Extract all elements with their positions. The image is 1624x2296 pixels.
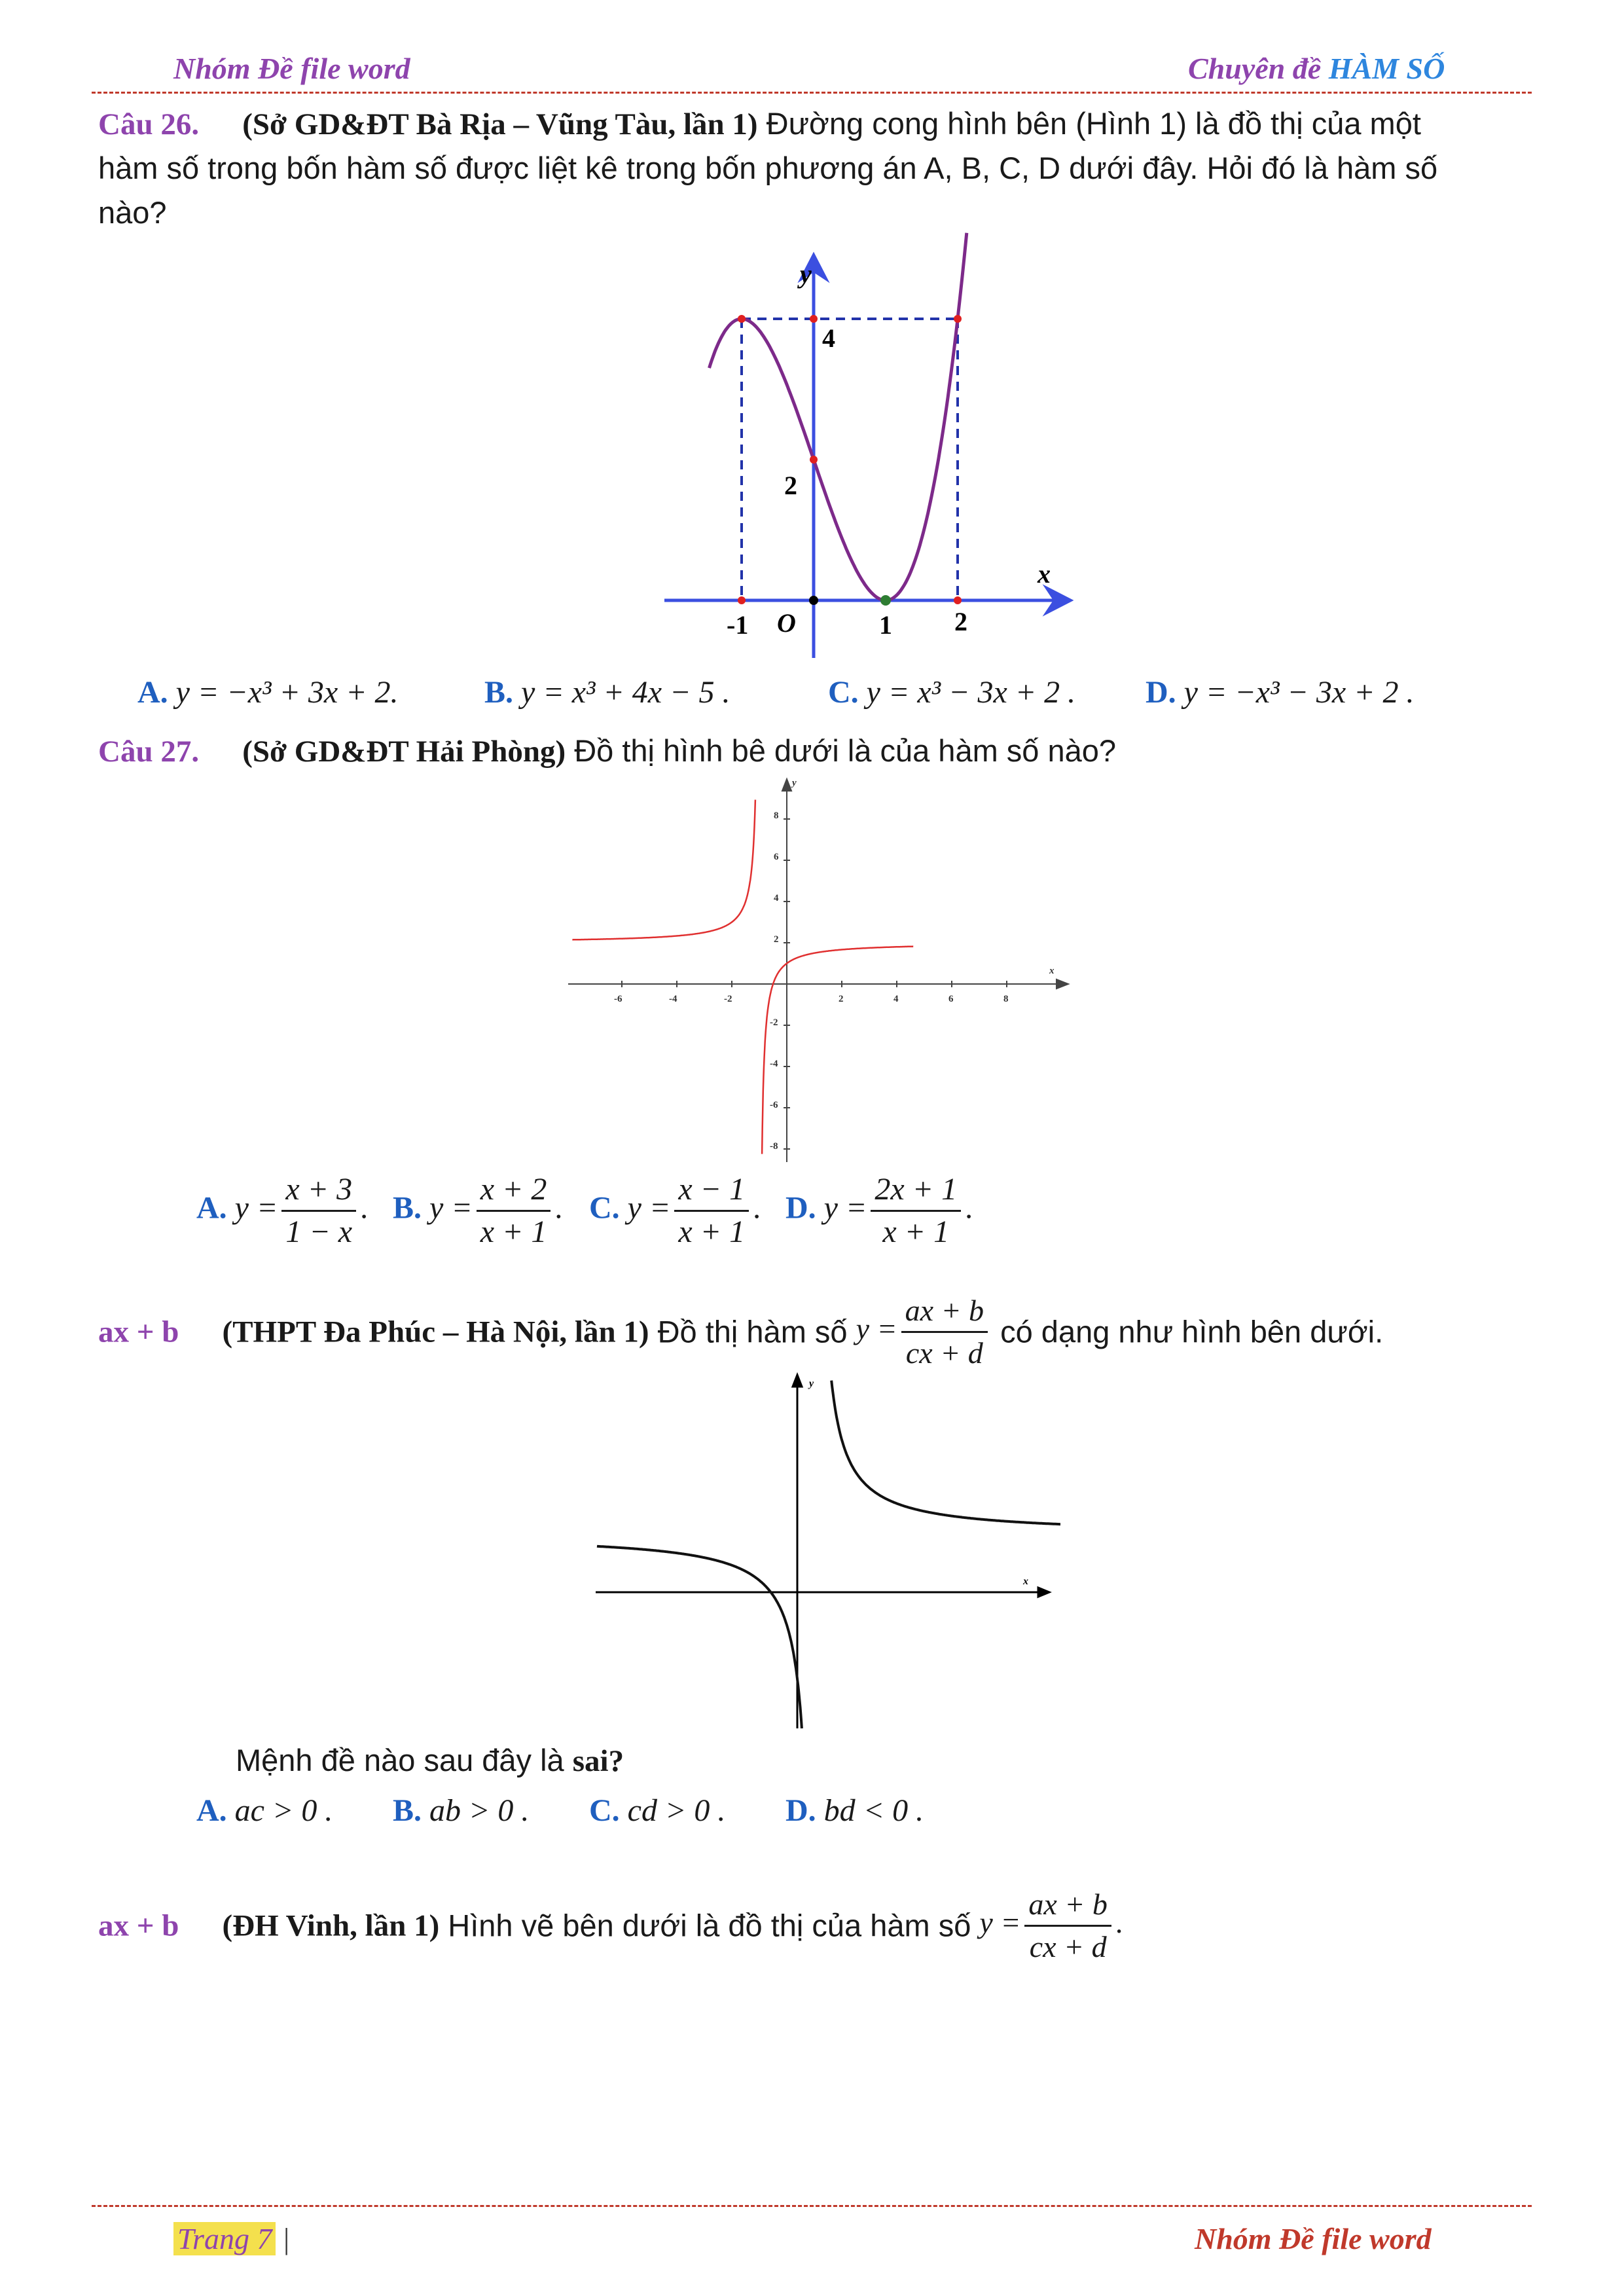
q26-xtick-1: 1 — [879, 610, 892, 640]
q27-option-d-lhs: y = — [823, 1190, 867, 1226]
q28-x-arrow — [1038, 1588, 1049, 1597]
q27-ytick-minus2: -2 — [770, 1017, 778, 1028]
q27-option-a-lhs: y = — [234, 1190, 278, 1226]
q28-line — [98, 1293, 1383, 1371]
q28-prompt — [236, 1738, 624, 1783]
q27-xtick-minus4: -4 — [669, 994, 677, 1004]
q28-option-a-text: ac > 0 . — [234, 1793, 333, 1828]
q28-option-a[interactable] — [196, 1793, 333, 1829]
q26-option-a-text: y = −x³ + 3x + 2. — [175, 675, 399, 710]
q27-option-b[interactable] — [393, 1172, 562, 1250]
q27-ytick-8: 8 — [774, 811, 779, 821]
q27-option-d-label: D. — [785, 1190, 816, 1226]
q26-ytick-4: 4 — [822, 323, 835, 353]
q27-option-c[interactable] — [589, 1172, 761, 1250]
header-topic: HÀM SỐ — [1328, 52, 1445, 85]
q26-option-c[interactable] — [828, 674, 1075, 710]
q28-option-d-text: bd < 0 . — [823, 1793, 924, 1828]
q27-ytick-6: 6 — [774, 852, 779, 862]
q27-option-a[interactable] — [196, 1172, 368, 1250]
q28-source: (THPT Đa Phúc – Hà Nội, lần 1) — [222, 1315, 649, 1349]
footer-separator: | — [283, 2222, 290, 2255]
q27-option-c-den: x + 1 — [678, 1214, 746, 1249]
q28-curve-left-branch — [597, 1546, 802, 1728]
q26-source: (Sở GD&ĐT Bà Rịa – Vũng Tàu, lần 1) — [242, 107, 758, 141]
header-right — [1188, 51, 1445, 86]
q28-text-after: có dạng như hình bên dưới. — [992, 1314, 1384, 1349]
q29-number: ax + b — [98, 1908, 179, 1943]
q26-ytick-2: 2 — [784, 471, 797, 500]
q27-option-d-end: . — [965, 1190, 973, 1226]
q28-x-label: x — [1023, 1576, 1028, 1587]
q29-num: ax + b — [1024, 1887, 1111, 1927]
q27-curve-left-branch — [572, 800, 755, 940]
q26-x-label: x — [1038, 559, 1051, 589]
q26-option-c-label: C. — [828, 675, 859, 710]
q27-option-c-end: . — [753, 1190, 761, 1226]
q27-option-a-den: 1 − x — [285, 1214, 353, 1249]
q26-point-origin — [809, 596, 818, 605]
q27-ytick-minus6: -6 — [770, 1100, 778, 1110]
q26-point-x2-y4 — [954, 315, 962, 323]
q26-option-d[interactable] — [1146, 674, 1415, 710]
q26-xtick-minus1: -1 — [727, 610, 749, 640]
q27-option-b-end: . — [554, 1190, 563, 1226]
q27-number: Câu 27. — [98, 735, 200, 769]
q27-option-d[interactable] — [785, 1172, 973, 1250]
q26-option-b[interactable] — [484, 674, 731, 710]
q27-option-d-fraction — [871, 1172, 961, 1250]
q28-prompt-bold: sai? — [572, 1744, 624, 1778]
q27-option-b-fraction — [477, 1172, 551, 1250]
q26-option-d-text: y = −x³ − 3x + 2 . — [1183, 675, 1415, 710]
q26-option-a[interactable] — [137, 674, 399, 710]
q27-curve-right-branch — [762, 947, 913, 1154]
q28-hyperbola-graph — [589, 1368, 1060, 1735]
q26-line3: nào? — [98, 195, 167, 230]
q27-xtick-8: 8 — [1003, 994, 1009, 1004]
q28-y-arrow — [793, 1375, 802, 1387]
q28-text-before: Đồ thị hàm số — [649, 1314, 856, 1349]
q26-line1 — [98, 101, 1421, 147]
q27-hyperbola-graph — [563, 773, 1074, 1165]
q26-option-b-text: y = x³ + 4x − 5 . — [521, 675, 731, 710]
q27-option-b-den: x + 1 — [480, 1214, 547, 1249]
q29-line — [98, 1887, 1123, 1965]
q28-num: ax + b — [901, 1293, 988, 1333]
q27-line — [98, 729, 1116, 774]
q27-xtick-2: 2 — [839, 994, 844, 1004]
q27-option-c-label: C. — [589, 1190, 620, 1226]
q27-option-b-lhs: y = — [429, 1190, 473, 1226]
q27-x-label: x — [1049, 966, 1055, 976]
q29-fraction — [1024, 1887, 1111, 1965]
q27-ytick-4: 4 — [774, 893, 779, 903]
q26-point-x2 — [954, 596, 962, 604]
q27-xtick-minus6: -6 — [614, 994, 623, 1004]
q27-option-a-end: . — [360, 1190, 369, 1226]
q28-curve-right-branch — [831, 1381, 1060, 1526]
q27-y-label: y — [792, 778, 797, 788]
q29-end: . — [1115, 1906, 1123, 1940]
q26-cubic-curve — [710, 233, 967, 600]
q27-option-c-lhs: y = — [627, 1190, 671, 1226]
q26-option-b-label: B. — [484, 675, 514, 710]
q26-point-min — [880, 595, 891, 606]
q28-number: ax + b — [98, 1315, 179, 1349]
q26-origin-label: O — [777, 608, 796, 638]
q26-point-y4 — [810, 315, 818, 323]
q27-option-c-num: x − 1 — [674, 1172, 749, 1212]
q27-option-d-den: x + 1 — [882, 1214, 950, 1249]
q28-fraction — [901, 1293, 988, 1371]
q27-ytick-minus8: -8 — [770, 1141, 778, 1152]
q26-point-x-minus1 — [738, 596, 746, 604]
footer-rule — [92, 2205, 1532, 2207]
q26-option-c-text: y = x³ − 3x + 2 . — [866, 675, 1076, 710]
q29-lhs: y = — [979, 1906, 1021, 1940]
q28-option-c-label: C. — [589, 1793, 620, 1828]
q28-option-b-text: ab > 0 . — [429, 1793, 530, 1828]
header-right-prefix: Chuyên đề — [1188, 52, 1329, 85]
q27-axes — [568, 779, 1068, 1162]
footer-page-prefix: Trang — [177, 2222, 257, 2255]
q29-text-before: Hình vẽ bên dưới là đồ thị của hàm số — [439, 1908, 980, 1943]
q26-point-y2 — [810, 456, 818, 464]
q29-source: (ĐH Vinh, lần 1) — [222, 1908, 440, 1943]
q27-option-c-fraction — [674, 1172, 749, 1250]
q26-points — [738, 315, 962, 606]
q26-y-label: y — [800, 259, 812, 289]
header-left: Nhóm Đề file word — [173, 52, 410, 85]
q28-option-c-text: cd > 0 . — [627, 1793, 726, 1828]
q28-den: cx + d — [905, 1336, 983, 1370]
q26-cubic-graph — [655, 223, 1087, 668]
q27-option-a-fraction — [281, 1172, 356, 1250]
q27-option-a-label: A. — [196, 1190, 227, 1226]
q28-lhs: y = — [856, 1312, 897, 1346]
q26-axes — [664, 255, 1070, 658]
q26-option-d-label: D. — [1146, 675, 1176, 710]
q28-option-b-label: B. — [393, 1793, 422, 1828]
footer-page — [173, 2221, 289, 2256]
q28-option-d[interactable] — [785, 1793, 924, 1829]
q27-source: (Sở GD&ĐT Hải Phòng) — [242, 735, 566, 769]
q26-option-a-label: A. — [137, 675, 168, 710]
footer-right: Nhóm Đề file word — [1195, 2222, 1432, 2255]
q27-option-b-num: x + 2 — [477, 1172, 551, 1212]
q26-line2: hàm số trong bốn hàm số được liệt kê trong bốn phương án A, B, C, D dưới đây. Hỏi đó là hàm số — [98, 151, 1438, 185]
q27-option-b-label: B. — [393, 1190, 422, 1226]
q27-ytick-minus4: -4 — [770, 1059, 778, 1069]
q28-option-a-label: A. — [196, 1793, 227, 1828]
q28-option-d-label: D. — [785, 1793, 816, 1828]
q27-x-arrow — [1056, 979, 1068, 989]
header-rule — [92, 92, 1532, 94]
q28-y-label: y — [809, 1378, 814, 1389]
q28-option-b[interactable] — [393, 1793, 529, 1829]
q27-y-arrow — [782, 779, 791, 791]
q26-text-1: Đường cong hình bên (Hình 1) là đồ thị của một — [757, 106, 1421, 141]
q27-xtick-minus2: -2 — [724, 994, 732, 1004]
q29-den: cx + d — [1029, 1930, 1107, 1963]
q28-option-c[interactable] — [589, 1793, 725, 1829]
q28-prompt-text: Mệnh đề nào sau đây là — [236, 1743, 573, 1777]
q27-text: Đồ thị hình bê dưới là của hàm số nào? — [566, 733, 1117, 768]
footer-page-tag — [173, 2222, 276, 2255]
q27-option-a-num: x + 3 — [281, 1172, 356, 1212]
footer-page-number: 7 — [257, 2222, 272, 2255]
q26-number: Câu 26. — [98, 107, 200, 141]
q26-xtick-2: 2 — [954, 607, 967, 636]
q27-xtick-6: 6 — [948, 994, 954, 1004]
q27-xtick-4: 4 — [893, 994, 899, 1004]
q27-ytick-2: 2 — [774, 934, 779, 945]
q26-point-max — [738, 315, 746, 323]
q27-option-d-num: 2x + 1 — [871, 1172, 961, 1212]
